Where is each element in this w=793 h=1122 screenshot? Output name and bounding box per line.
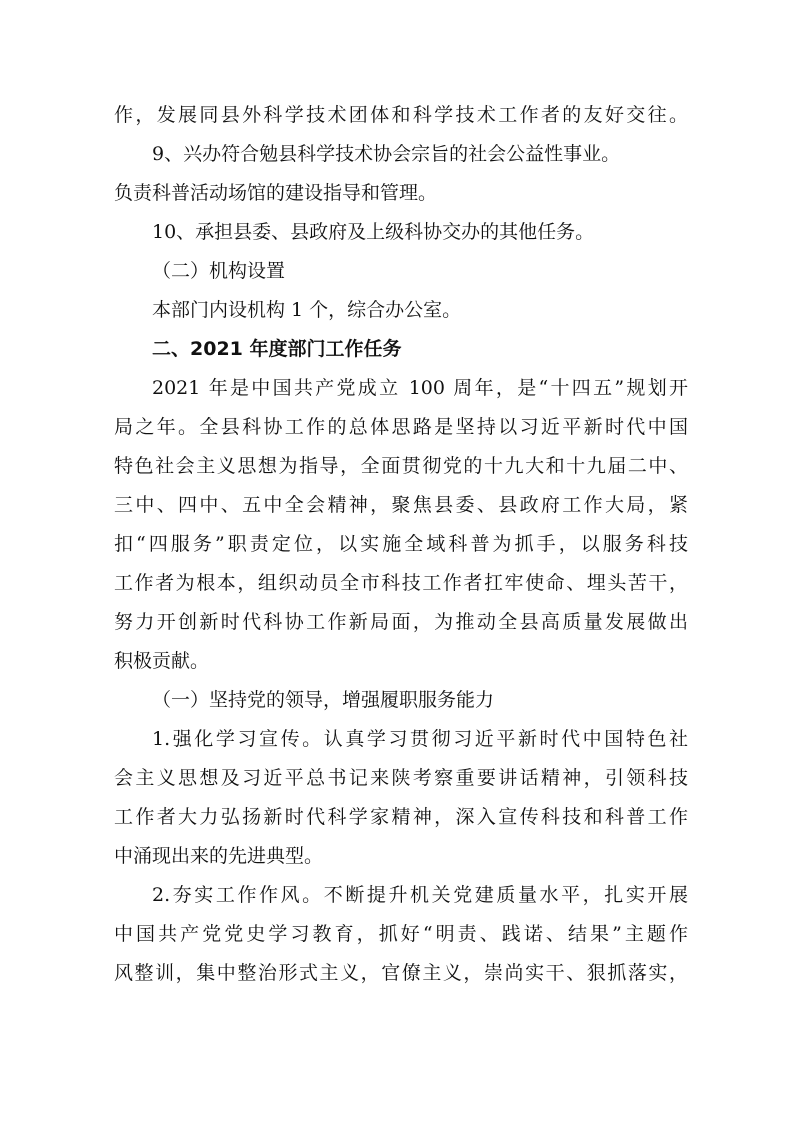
paragraph-line: 工作者大力弘扬新时代科学家精神，深入宣传科技和科普工作 (114, 806, 688, 828)
paragraph-line: 积极贡献。 (114, 650, 210, 672)
text-line: 负责科普活动场馆的建设指导和管理。 (114, 182, 438, 204)
paragraph-line: 会主义思想及习近平总书记来陕考察重要讲话精神，引领科技 (114, 767, 688, 789)
list-item-10: 10、承担县委、县政府及上级科协交办的其他任务。 (152, 221, 595, 243)
paragraph-line: 中涌现出来的先进典型。 (114, 845, 324, 867)
paragraph-line: 工作者为根本，组织动员全市科技工作者扛牢使命、埋头苦干， (114, 572, 688, 594)
paragraph-line: 特色社会主义思想为指导，全面贯彻党的十九大和十九届二中、 (114, 455, 688, 477)
paragraph-line: 努力开创新时代科协工作新局面，为推动全县高质量发展做出 (114, 611, 688, 633)
paragraph-line: 风整训，集中整治形式主义，官僚主义，崇尚实干、狠抓落实， (114, 962, 688, 984)
paragraph-line: 2021 年是中国共产党成立 100 周年，是“十四五”规划开 (152, 377, 688, 399)
paragraph-line: 中国共产党党史学习教育，抓好“明责、践诺、结果”主题作 (114, 923, 688, 945)
paragraph-line: 局之年。全县科协工作的总体思路是坚持以习近平新时代中国 (114, 416, 688, 438)
section-heading: 二、2021 年度部门工作任务 (152, 338, 402, 360)
paragraph-line: 三中、四中、五中全会精神，聚焦县委、县政府工作大局，紧 (114, 494, 688, 516)
subsection-heading: （二）机构设置 (152, 260, 286, 282)
subsection-heading: （一）坚持党的领导，增强履职服务能力 (152, 689, 495, 711)
text-line: 作，发展同县外科学技术团体和科学技术工作者的友好交往。 (114, 104, 688, 126)
paragraph-line: 1.强化学习宣传。认真学习贯彻习近平新时代中国特色社 (152, 728, 688, 750)
list-item-9: 9、兴办符合勉县科学技术协会宗旨的社会公益性事业。 (152, 143, 621, 165)
paragraph-line: 2.夯实工作作风。不断提升机关党建质量水平，扎实开展 (152, 884, 688, 906)
paragraph-line: 扣“四服务”职责定位，以实施全域科普为抓手，以服务科技 (114, 533, 688, 555)
text-line: 本部门内设机构 1 个，综合办公室。 (152, 299, 462, 321)
document-body (114, 96, 688, 993)
